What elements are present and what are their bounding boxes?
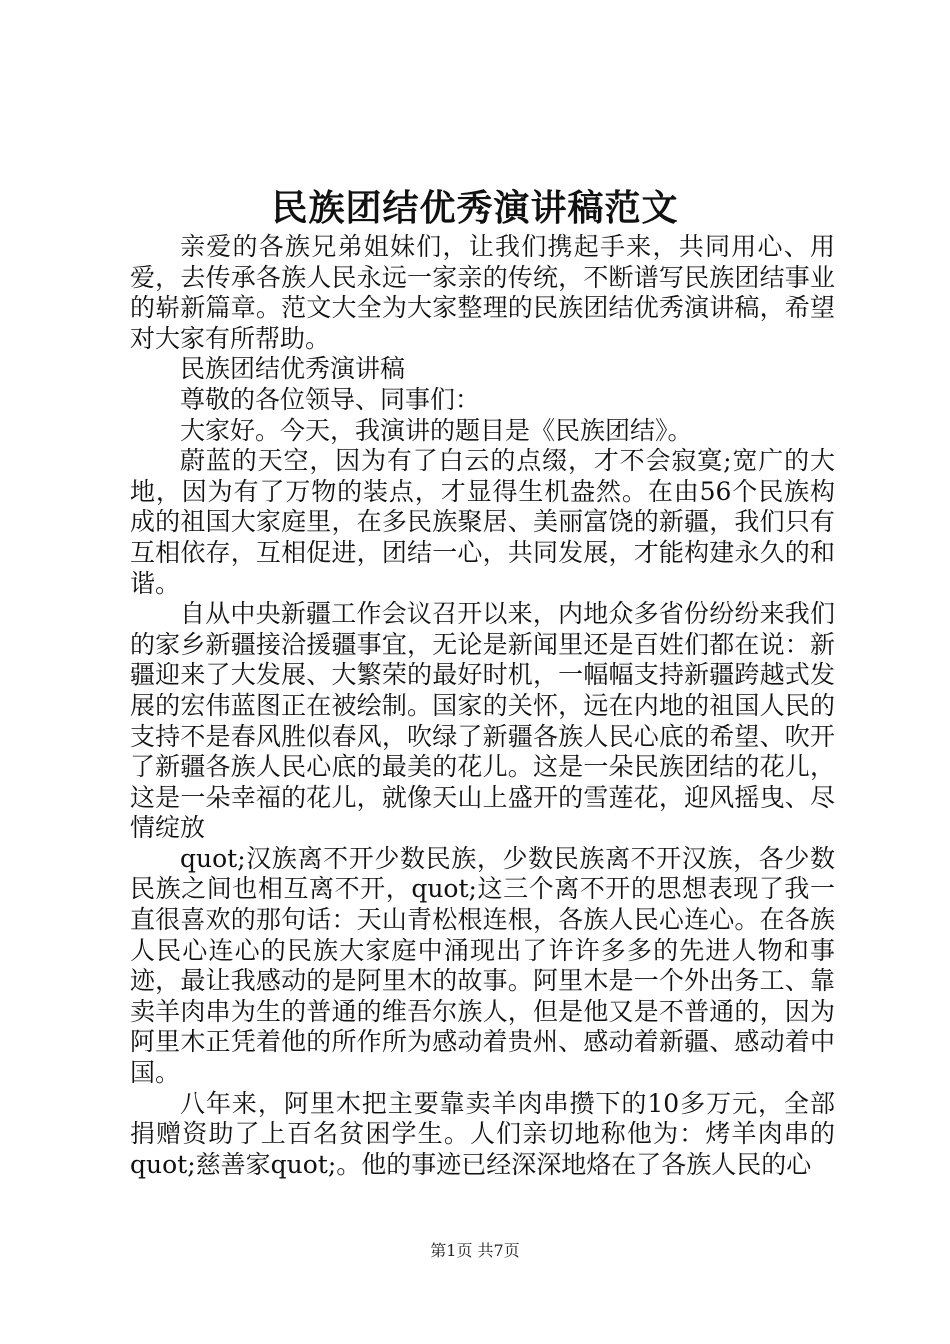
paragraph-alimu: 八年来，阿里木把主要靠卖羊肉串攒下的10多万元，全部捐赠资助了上百名贫困学生。人们亲切地称他为：烤羊肉串的quot;慈善家quot;。他的事迹已经深深地烙在了各族人民的心 [130,1088,835,1179]
paragraph-central-meeting: 自从中央新疆工作会议召开以来，内地众多省份纷纷来我们的家乡新疆接洽援疆事宜，无论是新闻里还是百姓们都在说：新疆迎来了大发展、大繁荣的最好时机，一幅幅支持新疆跨越式发展的宏伟蓝图正在被绘制。国家的关怀，远在内地的祖国人民的支持不是春风胜似春风，吹绿了新疆各族人民心底的希望、吹开了新疆各族人民心底的最美的花儿。这是一朵民族团结的花儿，这是一朵幸福的花儿，就像天山上盛开的雪莲花，迎风摇曳、尽情绽放 [130,599,835,843]
page-footer: 第1页 共7页 [430,1241,520,1260]
paragraph-subtitle: 民族团结优秀演讲稿 [180,354,406,384]
document-body [130,232,835,1180]
paragraph-three-inseparables: quot;汉族离不开少数民族，少数民族离不开汉族，各少数民族之间也相互离不开，quot;这三个离不开的思想表现了我一直很喜欢的那句话：天山青松根连根，各族人民心连心。在各族人民心连心的民族大家庭中涌现出了许许多多的先进人物和事迹，最让我感动的是阿里木的故事。阿里木是一个外出务工、靠卖羊肉串为生的普通的维吾尔族人，但是他又是不普通的，因为阿里木正凭着他的所作所为感动着贵州、感动着新疆、感动着中国。 [130,843,835,1088]
paragraph-sky: 蔚蓝的天空，因为有了白云的点缀，才不会寂寞;宽广的大地，因为有了万物的装点，才显得生机盎然。在由56个民族构成的祖国大家庭里，在多民族聚居、美丽富饶的新疆，我们只有互相依存，互相促进，团结一心，共同发展，才能构建永久的和谐。 [130,446,835,598]
document-title: 民族团结优秀演讲稿范文 [271,187,679,229]
paragraph-greeting: 大家好。今天，我演讲的题目是《民族团结》。 [180,415,693,445]
paragraph-intro: 亲爱的各族兄弟姐妹们，让我们携起手来，共同用心、用爱，去传承各族人民永远一家亲的传统，不断谱写民族团结事业的崭新篇章。范文大全为大家整理的民族团结优秀演讲稿，希望对大家有所帮助。 [130,232,835,353]
paragraph-salutation: 尊敬的各位领导、同事们： [180,384,481,414]
